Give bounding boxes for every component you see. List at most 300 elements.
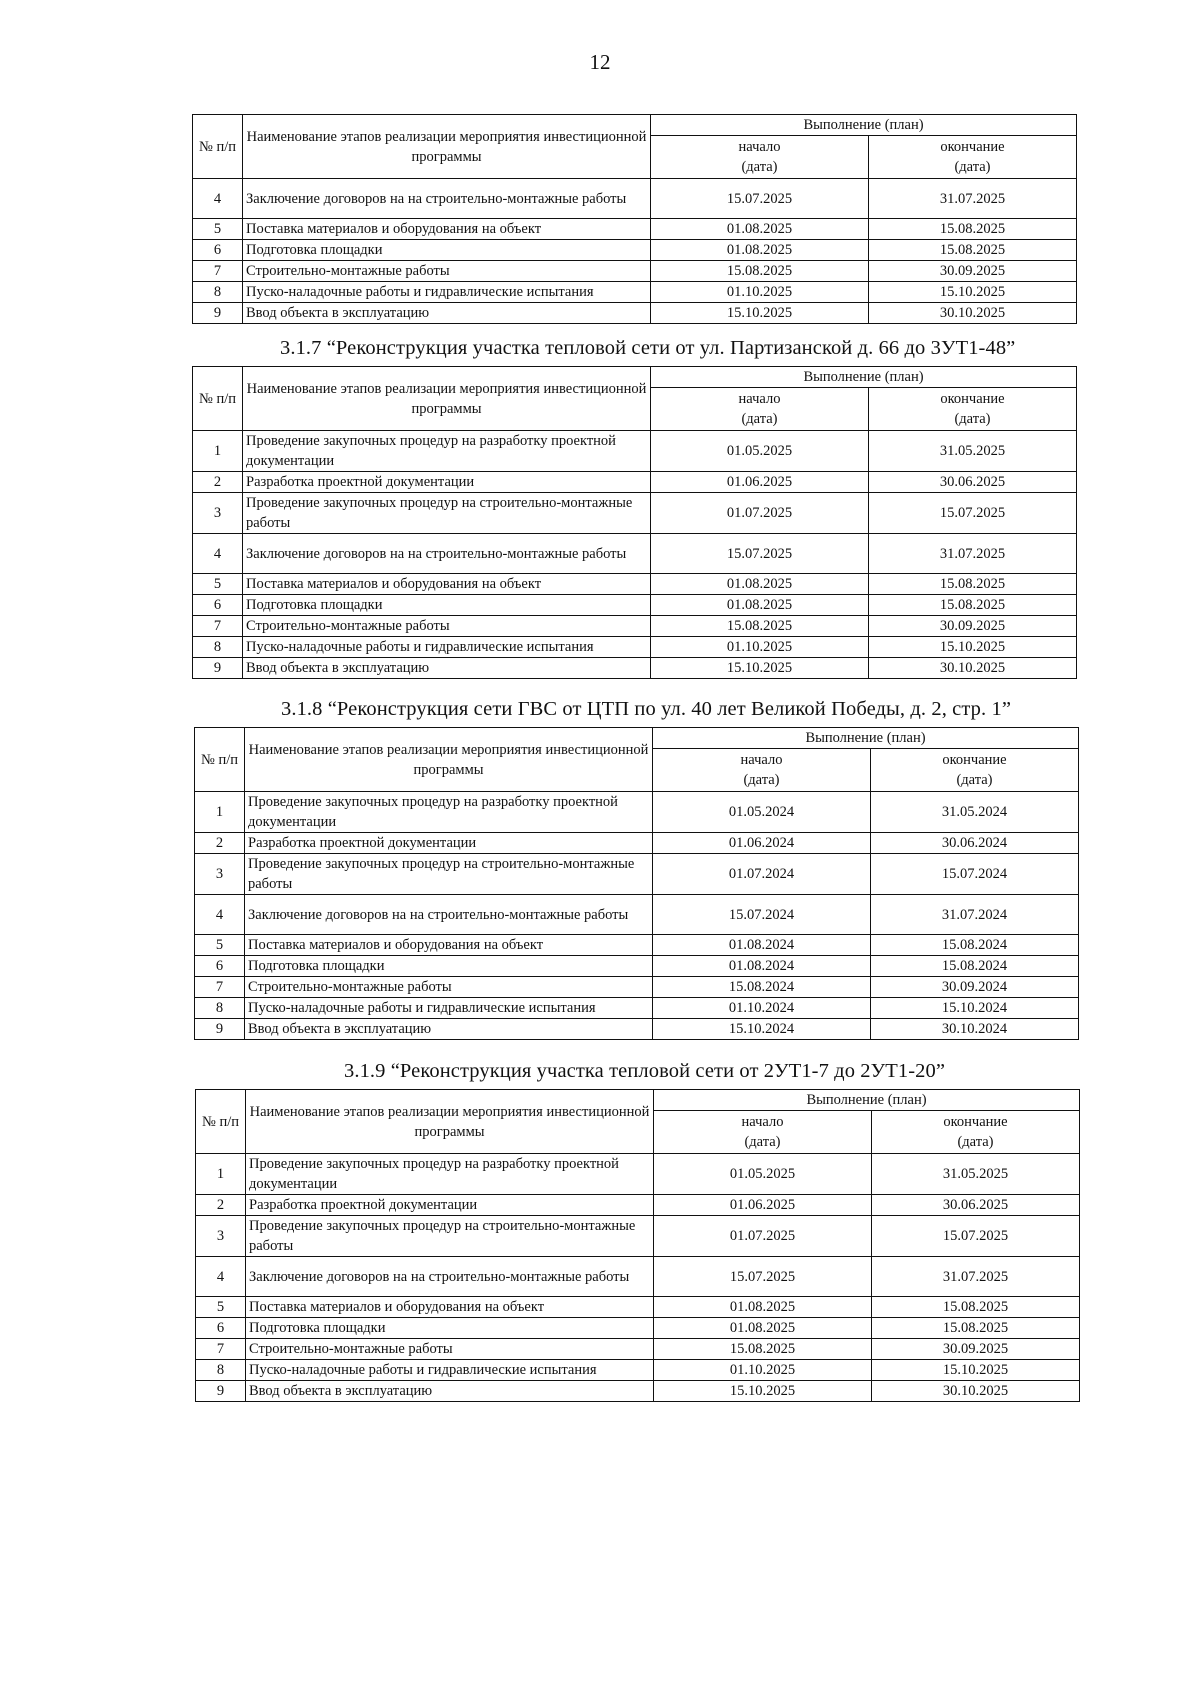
- start-date-value: 15.10.2025: [729, 1383, 796, 1399]
- end-date: [872, 1381, 1080, 1402]
- stage-name-text: Ввод объекта в эксплуатацию: [246, 305, 430, 321]
- end-date: [869, 595, 1077, 616]
- stage-name-text: Строительно-монтажные работы: [248, 979, 452, 995]
- start-date: [651, 303, 869, 324]
- table-row: [193, 179, 1077, 219]
- row-number: [193, 179, 243, 219]
- row-number-value: 8: [213, 639, 222, 655]
- table-row: [196, 1257, 1080, 1297]
- header-name-label: Наименование этапов реализации мероприятия инвестиционной программы: [248, 741, 649, 778]
- header-execution-label: Выполнение (план): [803, 369, 924, 385]
- header-start: [653, 749, 871, 792]
- start-date-value: 01.06.2024: [728, 835, 795, 851]
- end-date-value: 31.05.2024: [941, 804, 1008, 820]
- stage-name: [243, 240, 651, 261]
- header-name: [246, 1090, 654, 1154]
- table-row: [195, 998, 1079, 1019]
- header-end-label: окончание: [942, 752, 1007, 768]
- start-date-value: 15.08.2025: [726, 618, 793, 634]
- table-row: [193, 658, 1077, 679]
- end-date-value: 15.10.2025: [942, 1362, 1009, 1378]
- end-date: [869, 431, 1077, 472]
- start-date-value: 01.08.2024: [728, 937, 795, 953]
- start-date: [651, 637, 869, 658]
- row-number: [195, 854, 245, 895]
- end-date: [869, 179, 1077, 219]
- end-date: [869, 616, 1077, 637]
- end-date-value: 31.07.2024: [941, 906, 1008, 923]
- stage-name-text: Пуско-наладочные работы и гидравлические испытания: [249, 1362, 597, 1378]
- row-number: [196, 1195, 246, 1216]
- row-number: [193, 637, 243, 658]
- plan-table: [192, 114, 1077, 324]
- row-number: [196, 1297, 246, 1318]
- start-date-value: 15.10.2025: [726, 660, 793, 676]
- start-date-value: 15.07.2024: [728, 906, 795, 923]
- header-row: [196, 1090, 1080, 1111]
- end-date-value: 15.08.2024: [941, 937, 1008, 953]
- stage-name: [245, 956, 653, 977]
- header-execution-label: Выполнение (план): [806, 1092, 927, 1108]
- header-start: [654, 1111, 872, 1154]
- start-date-value: 01.07.2025: [726, 505, 793, 521]
- stage-name-text: Подготовка площадки: [246, 597, 383, 613]
- stage-name-text: Строительно-монтажные работы: [246, 263, 450, 279]
- row-number-value: 6: [213, 242, 222, 258]
- end-date: [869, 282, 1077, 303]
- start-date: [653, 1019, 871, 1040]
- start-date-value: 01.08.2025: [729, 1299, 796, 1315]
- end-date: [871, 935, 1079, 956]
- row-number: [193, 261, 243, 282]
- row-number: [193, 472, 243, 493]
- page-number: 12: [589, 50, 611, 74]
- end-date-value: 15.08.2025: [939, 576, 1006, 592]
- start-date: [651, 616, 869, 637]
- start-date-value: 01.08.2025: [729, 1320, 796, 1336]
- stage-name: [246, 1154, 654, 1195]
- row-number-value: 6: [215, 958, 224, 974]
- start-date: [651, 472, 869, 493]
- row-number: [195, 977, 245, 998]
- row-number-value: 7: [216, 1341, 225, 1357]
- table-row: [196, 1360, 1080, 1381]
- stage-name-text: Поставка материалов и оборудования на объект: [249, 1299, 545, 1315]
- row-number: [193, 240, 243, 261]
- start-date: [651, 179, 869, 219]
- end-date: [869, 240, 1077, 261]
- row-number-value: 8: [215, 1000, 224, 1016]
- header-name: [243, 367, 651, 431]
- start-date-value: 15.07.2025: [729, 1268, 796, 1285]
- row-number-value: 9: [213, 660, 222, 676]
- table-row: [193, 240, 1077, 261]
- row-number-value: 4: [213, 190, 222, 207]
- start-date: [651, 658, 869, 679]
- stage-name: [243, 534, 651, 574]
- row-number: [193, 534, 243, 574]
- table-row: [195, 833, 1079, 854]
- start-date: [654, 1381, 872, 1402]
- end-date: [871, 854, 1079, 895]
- start-date: [653, 956, 871, 977]
- end-date-value: 15.08.2025: [939, 242, 1006, 258]
- table-row: [193, 261, 1077, 282]
- header-execution: [653, 728, 1079, 749]
- header-num: [193, 367, 243, 431]
- end-date-value: 31.07.2025: [939, 545, 1006, 562]
- end-date-value: 30.09.2025: [939, 263, 1006, 279]
- end-date: [872, 1195, 1080, 1216]
- end-date-value: 30.09.2025: [942, 1341, 1009, 1357]
- end-date: [872, 1360, 1080, 1381]
- start-date: [651, 240, 869, 261]
- stage-name: [245, 998, 653, 1019]
- header-end-sub: (дата): [954, 159, 991, 175]
- table-row: [193, 493, 1077, 534]
- stage-name: [246, 1339, 654, 1360]
- plan-table: [192, 366, 1077, 679]
- end-date: [872, 1257, 1080, 1297]
- start-date: [654, 1154, 872, 1195]
- stage-name-text: Проведение закупочных процедур на строительно-монтажные работы: [248, 856, 635, 892]
- row-number-value: 4: [216, 1268, 225, 1285]
- row-number-value: 9: [216, 1383, 225, 1399]
- row-number-value: 1: [215, 804, 224, 820]
- row-number-value: 2: [216, 1197, 225, 1213]
- end-date-value: 30.09.2024: [941, 979, 1008, 995]
- stage-name-text: Заключение договоров на на строительно-монтажные работы: [248, 906, 629, 923]
- start-date: [654, 1297, 872, 1318]
- start-date-value: 01.08.2025: [726, 221, 793, 237]
- table-row: [193, 534, 1077, 574]
- table-row: [196, 1154, 1080, 1195]
- start-date-value: 15.10.2025: [726, 305, 793, 321]
- start-date-value: 15.08.2025: [729, 1341, 796, 1357]
- end-date-value: 31.05.2025: [942, 1166, 1009, 1182]
- start-date-value: 01.08.2025: [726, 597, 793, 613]
- plan-table-block: [192, 114, 1077, 324]
- stage-name-text: Проведение закупочных процедур на разработку проектной документации: [246, 433, 616, 469]
- stage-name: [246, 1195, 654, 1216]
- table-row: [196, 1297, 1080, 1318]
- row-number: [196, 1381, 246, 1402]
- start-date-value: 01.05.2024: [728, 804, 795, 820]
- end-date: [872, 1297, 1080, 1318]
- end-date-value: 30.06.2025: [942, 1197, 1009, 1213]
- start-date-value: 01.08.2025: [726, 576, 793, 592]
- header-name: [243, 115, 651, 179]
- row-number: [195, 956, 245, 977]
- row-number: [193, 219, 243, 240]
- row-number-value: 2: [215, 835, 224, 851]
- row-number: [196, 1257, 246, 1297]
- stage-name: [243, 261, 651, 282]
- start-date: [653, 935, 871, 956]
- row-number: [195, 998, 245, 1019]
- stage-name: [243, 658, 651, 679]
- stage-name-text: Разработка проектной документации: [246, 474, 475, 490]
- row-number: [196, 1318, 246, 1339]
- stage-name: [246, 1216, 654, 1257]
- row-number-value: 6: [213, 597, 222, 613]
- stage-name: [243, 595, 651, 616]
- row-number: [193, 303, 243, 324]
- plan-table-block: [192, 366, 1077, 679]
- start-date-value: 15.07.2025: [726, 190, 793, 207]
- end-date: [869, 472, 1077, 493]
- start-date: [651, 493, 869, 534]
- end-date-value: 30.09.2025: [939, 618, 1006, 634]
- stage-name-text: Поставка материалов и оборудования на объект: [246, 576, 542, 592]
- stage-name: [243, 493, 651, 534]
- header-execution: [651, 367, 1077, 388]
- end-date-value: 15.08.2024: [941, 958, 1008, 974]
- start-date-value: 01.10.2025: [726, 284, 793, 300]
- row-number: [196, 1154, 246, 1195]
- stage-name: [245, 792, 653, 833]
- stage-name: [246, 1360, 654, 1381]
- stage-name-text: Пуско-наладочные работы и гидравлические испытания: [248, 1000, 596, 1016]
- start-date-value: 01.06.2025: [729, 1197, 796, 1213]
- table-row: [195, 956, 1079, 977]
- end-date: [871, 998, 1079, 1019]
- header-name: [245, 728, 653, 792]
- start-date: [654, 1216, 872, 1257]
- table-row: [193, 219, 1077, 240]
- stage-name: [246, 1318, 654, 1339]
- row-number-value: 7: [215, 979, 224, 995]
- row-number-value: 1: [216, 1166, 225, 1182]
- section-title: 3.1.9 “Реконструкция участка тепловой сети от 2УТ1-7 до 2УТ1-20”: [344, 1060, 946, 1082]
- start-date: [653, 792, 871, 833]
- table-row: [196, 1318, 1080, 1339]
- header-start: [651, 388, 869, 431]
- end-date: [869, 493, 1077, 534]
- row-number-value: 1: [213, 443, 222, 459]
- row-number-value: 5: [216, 1299, 225, 1315]
- start-date-value: 01.08.2025: [726, 242, 793, 258]
- header-num: [193, 115, 243, 179]
- header-num: [196, 1090, 246, 1154]
- start-date-value: 01.07.2025: [729, 1228, 796, 1244]
- row-number: [193, 658, 243, 679]
- row-number: [193, 493, 243, 534]
- end-date-value: 15.07.2025: [939, 505, 1006, 521]
- end-date: [872, 1154, 1080, 1195]
- start-date: [651, 595, 869, 616]
- stage-name-text: Строительно-монтажные работы: [249, 1341, 453, 1357]
- stage-name-text: Пуско-наладочные работы и гидравлические испытания: [246, 284, 594, 300]
- row-number-value: 4: [215, 906, 224, 923]
- stage-name: [243, 179, 651, 219]
- stage-name-text: Проведение закупочных процедур на строительно-монтажные работы: [249, 1218, 636, 1254]
- start-date: [654, 1195, 872, 1216]
- header-start-sub: (дата): [744, 1134, 781, 1150]
- start-date-value: 01.08.2024: [728, 958, 795, 974]
- row-number: [195, 833, 245, 854]
- end-date-value: 15.10.2025: [939, 639, 1006, 655]
- table-row: [193, 303, 1077, 324]
- section-title: 3.1.7 “Реконструкция участка тепловой сети от ул. Партизанской д. 66 до 3УТ1-48”: [280, 337, 1016, 359]
- end-date: [869, 658, 1077, 679]
- row-number-value: 5: [215, 937, 224, 953]
- start-date: [653, 854, 871, 895]
- header-end-sub: (дата): [954, 411, 991, 427]
- row-number: [193, 574, 243, 595]
- plan-table: [195, 1089, 1080, 1402]
- end-date-value: 15.08.2025: [942, 1320, 1009, 1336]
- start-date: [654, 1360, 872, 1381]
- row-number-value: 9: [213, 305, 222, 321]
- stage-name-text: Проведение закупочных процедур на строительно-монтажные работы: [246, 495, 633, 531]
- table-row: [193, 472, 1077, 493]
- header-start-sub: (дата): [741, 411, 778, 427]
- stage-name-text: Пуско-наладочные работы и гидравлические испытания: [246, 639, 594, 655]
- end-date-value: 30.10.2025: [939, 305, 1006, 321]
- table-row: [193, 595, 1077, 616]
- header-name-label: Наименование этапов реализации мероприятия инвестиционной программы: [249, 1103, 650, 1140]
- header-end-label: окончание: [940, 391, 1005, 407]
- table-row: [193, 431, 1077, 472]
- stage-name: [243, 637, 651, 658]
- table-row: [195, 935, 1079, 956]
- table-row: [195, 792, 1079, 833]
- row-number-value: 3: [213, 505, 222, 521]
- end-date: [871, 977, 1079, 998]
- section-title: 3.1.8 “Реконструкция сети ГВС от ЦТП по ул. 40 лет Великой Победы, д. 2, стр. 1”: [281, 698, 1012, 720]
- table-row: [195, 1019, 1079, 1040]
- end-date: [869, 574, 1077, 595]
- stage-name: [243, 303, 651, 324]
- row-number-value: 7: [213, 618, 222, 634]
- table-row: [196, 1195, 1080, 1216]
- start-date-value: 01.05.2025: [726, 443, 793, 459]
- stage-name: [245, 833, 653, 854]
- stage-name-text: Ввод объекта в эксплуатацию: [249, 1383, 433, 1399]
- start-date-value: 01.10.2025: [726, 639, 793, 655]
- plan-table-block: [194, 727, 1079, 1040]
- start-date-value: 01.07.2024: [728, 866, 795, 882]
- start-date: [651, 282, 869, 303]
- stage-name-text: Поставка материалов и оборудования на объект: [246, 221, 542, 237]
- stage-name: [243, 431, 651, 472]
- header-start-label: начало: [738, 139, 781, 155]
- row-number: [193, 282, 243, 303]
- end-date: [869, 303, 1077, 324]
- start-date-value: 01.10.2024: [728, 1000, 795, 1016]
- end-date: [871, 956, 1079, 977]
- header-end: [871, 749, 1079, 792]
- end-date-value: 30.06.2024: [941, 835, 1008, 851]
- start-date-value: 01.10.2025: [729, 1362, 796, 1378]
- table-row: [195, 977, 1079, 998]
- header-end: [872, 1111, 1080, 1154]
- stage-name: [243, 574, 651, 595]
- header-num-label: № п/п: [200, 751, 238, 768]
- row-number: [195, 935, 245, 956]
- table-row: [196, 1339, 1080, 1360]
- row-number: [195, 792, 245, 833]
- end-date-value: 30.10.2024: [941, 1021, 1008, 1037]
- stage-name: [245, 1019, 653, 1040]
- header-execution: [651, 115, 1077, 136]
- end-date: [871, 792, 1079, 833]
- end-date: [871, 895, 1079, 935]
- start-date: [651, 431, 869, 472]
- header-start-label: начало: [741, 1114, 784, 1130]
- end-date: [871, 1019, 1079, 1040]
- start-date-value: 15.08.2024: [728, 979, 795, 995]
- row-number-value: 3: [215, 866, 224, 882]
- table-row: [196, 1381, 1080, 1402]
- end-date: [871, 833, 1079, 854]
- stage-name: [243, 472, 651, 493]
- table-row: [195, 895, 1079, 935]
- header-end-label: окончание: [943, 1114, 1008, 1130]
- stage-name: [246, 1381, 654, 1402]
- start-date: [654, 1257, 872, 1297]
- start-date-value: 15.07.2025: [726, 545, 793, 562]
- row-number-value: 4: [213, 545, 222, 562]
- header-name-label: Наименование этапов реализации мероприятия инвестиционной программы: [246, 128, 647, 165]
- end-date: [872, 1339, 1080, 1360]
- row-number: [193, 616, 243, 637]
- end-date-value: 30.06.2025: [939, 474, 1006, 490]
- stage-name: [243, 282, 651, 303]
- stage-name-text: Подготовка площадки: [246, 242, 383, 258]
- stage-name: [246, 1257, 654, 1297]
- end-date: [872, 1318, 1080, 1339]
- row-number-value: 5: [213, 221, 222, 237]
- stage-name-text: Поставка материалов и оборудования на объект: [248, 937, 544, 953]
- header-row: [193, 367, 1077, 388]
- stage-name-text: Заключение договоров на на строительно-монтажные работы: [249, 1268, 630, 1285]
- start-date-value: 15.10.2024: [728, 1021, 795, 1037]
- stage-name: [245, 977, 653, 998]
- stage-name-text: Подготовка площадки: [248, 958, 385, 974]
- row-number: [195, 895, 245, 935]
- end-date: [869, 261, 1077, 282]
- end-date-value: 15.08.2025: [939, 597, 1006, 613]
- row-number-value: 6: [216, 1320, 225, 1336]
- header-row: [195, 728, 1079, 749]
- table-row: [193, 637, 1077, 658]
- table-row: [193, 282, 1077, 303]
- end-date-value: 31.07.2025: [939, 190, 1006, 207]
- stage-name-text: Проведение закупочных процедур на разработку проектной документации: [249, 1156, 619, 1192]
- stage-name: [243, 219, 651, 240]
- table-row: [195, 854, 1079, 895]
- end-date-value: 31.05.2025: [939, 443, 1006, 459]
- stage-name-text: Заключение договоров на на строительно-монтажные работы: [246, 545, 627, 562]
- end-date-value: 15.07.2025: [942, 1228, 1009, 1244]
- row-number: [196, 1360, 246, 1381]
- start-date: [653, 833, 871, 854]
- header-start-label: начало: [740, 752, 783, 768]
- row-number-value: 2: [213, 474, 222, 490]
- row-number-value: 9: [215, 1021, 224, 1037]
- header-end-label: окончание: [940, 139, 1005, 155]
- start-date: [653, 895, 871, 935]
- header-execution-label: Выполнение (план): [805, 730, 926, 746]
- header-end-sub: (дата): [956, 772, 993, 788]
- row-number: [193, 595, 243, 616]
- stage-name: [243, 616, 651, 637]
- stage-name-text: Заключение договоров на на строительно-монтажные работы: [246, 190, 627, 207]
- table-row: [196, 1216, 1080, 1257]
- header-execution: [654, 1090, 1080, 1111]
